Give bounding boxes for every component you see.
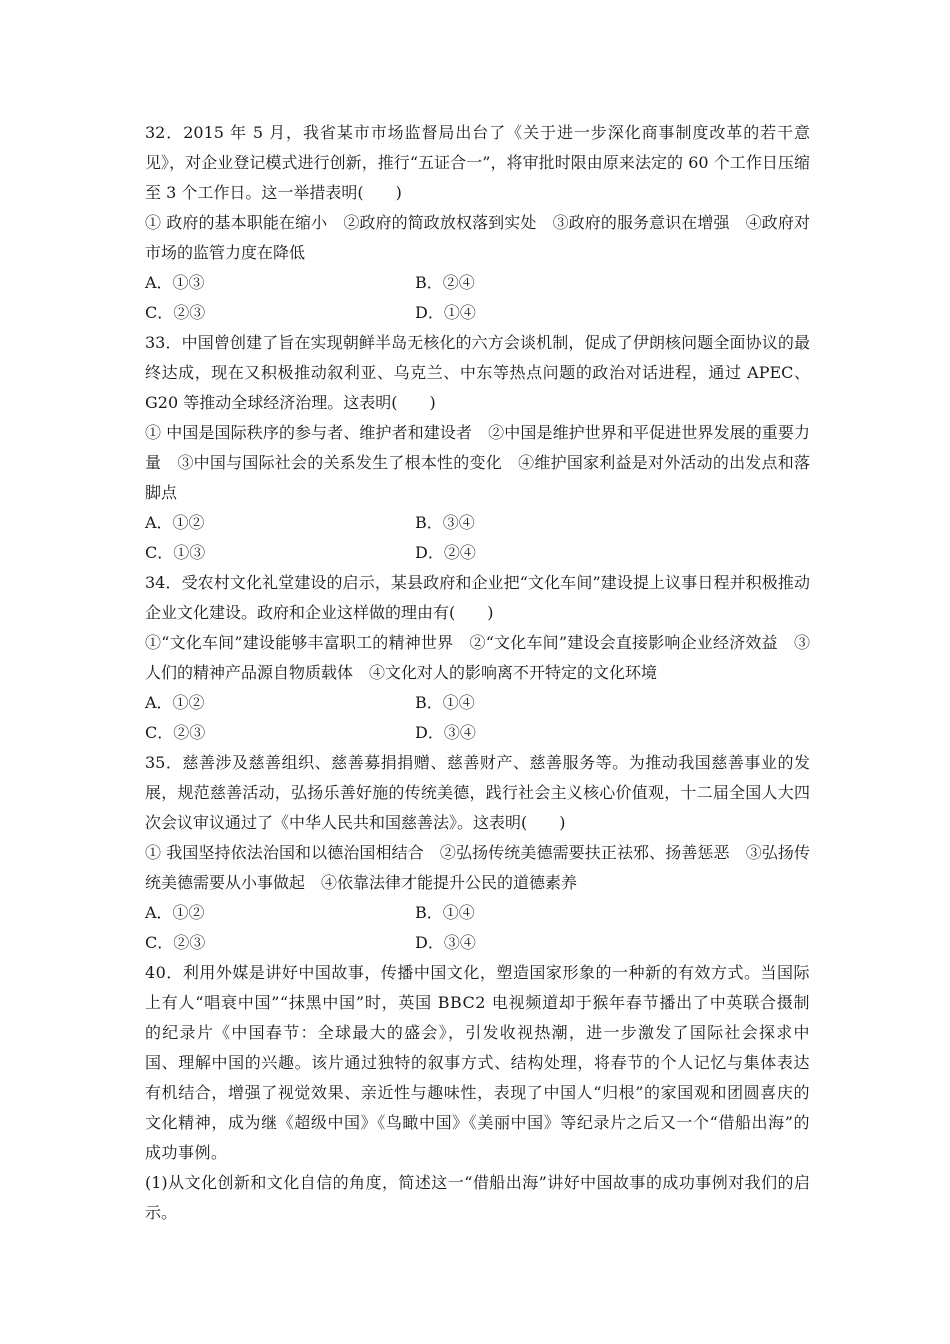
- choice-c[interactable]: C．①③: [145, 543, 206, 562]
- choice-a[interactable]: A．①②: [145, 903, 205, 922]
- question-35: [145, 748, 810, 958]
- sub-question-1: (1)从文化创新和文化自信的角度，简述这一“借船出海”讲好中国故事的成功事例对我们的启示。: [145, 1173, 810, 1222]
- choice-b[interactable]: B．①④: [415, 693, 475, 712]
- statement-options: ① 政府的基本职能在缩小 ②政府的简政放权落到实处 ③政府的服务意识在增强 ④政府对市场的监管力度在降低: [145, 213, 810, 262]
- choice-row: [145, 538, 810, 568]
- question-34: [145, 568, 810, 748]
- choice-d[interactable]: D．①④: [415, 303, 476, 322]
- question-32: [145, 118, 810, 328]
- choice-b[interactable]: B．②④: [415, 273, 475, 292]
- choice-d[interactable]: D．②④: [415, 543, 476, 562]
- question-stem: 35．慈善涉及慈善组织、慈善募捐捐赠、慈善财产、慈善服务等。为推动我国慈善事业的发展，规范慈善活动，弘扬乐善好施的传统美德，践行社会主义核心价值观，十二届全国人大四次会议审议通过了《中华人民共和国慈善法》。这表明( ): [145, 753, 810, 832]
- question-33: [145, 328, 810, 568]
- statement-options: ① 中国是国际秩序的参与者、维护者和建设者 ②中国是维护世界和平促进世界发展的重要力量 ③中国与国际社会的关系发生了根本性的变化 ④维护国家利益是对外活动的出发点和落脚点: [145, 423, 810, 502]
- question-stem: 32．2015 年 5 月，我省某市市场监督局出台了《关于进一步深化商事制度改革的若干意见》，对企业登记模式进行创新，推行“五证合一”，将审批时限由原来法定的 60 个工作日压缩至 3 个工作日。这一举措表明( ): [145, 123, 810, 202]
- choice-d[interactable]: D．③④: [415, 933, 476, 952]
- choice-row: [145, 268, 810, 298]
- question-stem: 40．利用外媒是讲好中国故事，传播中国文化，塑造国家形象的一种新的有效方式。当国际上有人“唱衰中国”“抹黑中国”时，英国 BBC2 电视频道却于猴年春节播出了中英联合摄制的纪录片《中国春节：全球最大的盛会》，引发收视热潮，进一步激发了国际社会探求中国、理解中国的兴趣。该片通过独特的叙事方式、结构处理，将春节的个人记忆与集体表达有机结合，增强了视觉效果、亲近性与趣味性，表现了中国人“归根”的家国观和团圆喜庆的文化精神，成为继《超级中国》《鸟瞰中国》《美丽中国》等纪录片之后又一个“借船出海”的成功事例。: [145, 963, 810, 1162]
- choice-c[interactable]: C．②③: [145, 723, 206, 742]
- choice-row: [145, 928, 810, 958]
- choice-a[interactable]: A．①②: [145, 513, 205, 532]
- choice-b[interactable]: B．①④: [415, 903, 475, 922]
- choice-row: [145, 688, 810, 718]
- choice-a[interactable]: A．①③: [145, 273, 205, 292]
- question-stem: 34．受农村文化礼堂建设的启示，某县政府和企业把“文化车间”建设提上议事日程并积极推动企业文化建设。政府和企业这样做的理由有( ): [145, 573, 810, 622]
- question-stem: 33．中国曾创建了旨在实现朝鲜半岛无核化的六方会谈机制，促成了伊朗核问题全面协议的最终达成，现在又积极推动叙利亚、乌克兰、中东等热点问题的政治对话进程，通过 APEC、G20 等推动全球经济治理。这表明( ): [145, 333, 810, 412]
- statement-options: ①“文化车间”建设能够丰富职工的精神世界 ②“文化车间”建设会直接影响企业经济效益 ③人们的精神产品源自物质载体 ④文化对人的影响离不开特定的文化环境: [145, 633, 810, 682]
- choice-c[interactable]: C．②③: [145, 933, 206, 952]
- statement-options: ① 我国坚持依法治国和以德治国相结合 ②弘扬传统美德需要扶正祛邪、扬善惩恶 ③弘扬传统美德需要从小事做起 ④依靠法律才能提升公民的道德素养: [145, 843, 810, 892]
- choice-row: [145, 508, 810, 538]
- choice-row: [145, 718, 810, 748]
- choice-b[interactable]: B．③④: [415, 513, 475, 532]
- choice-row: [145, 898, 810, 928]
- question-40: [145, 958, 810, 1228]
- choice-row: [145, 298, 810, 328]
- choice-d[interactable]: D．③④: [415, 723, 476, 742]
- choice-c[interactable]: C．②③: [145, 303, 206, 322]
- exam-page: [145, 118, 810, 1228]
- choice-a[interactable]: A．①②: [145, 693, 205, 712]
